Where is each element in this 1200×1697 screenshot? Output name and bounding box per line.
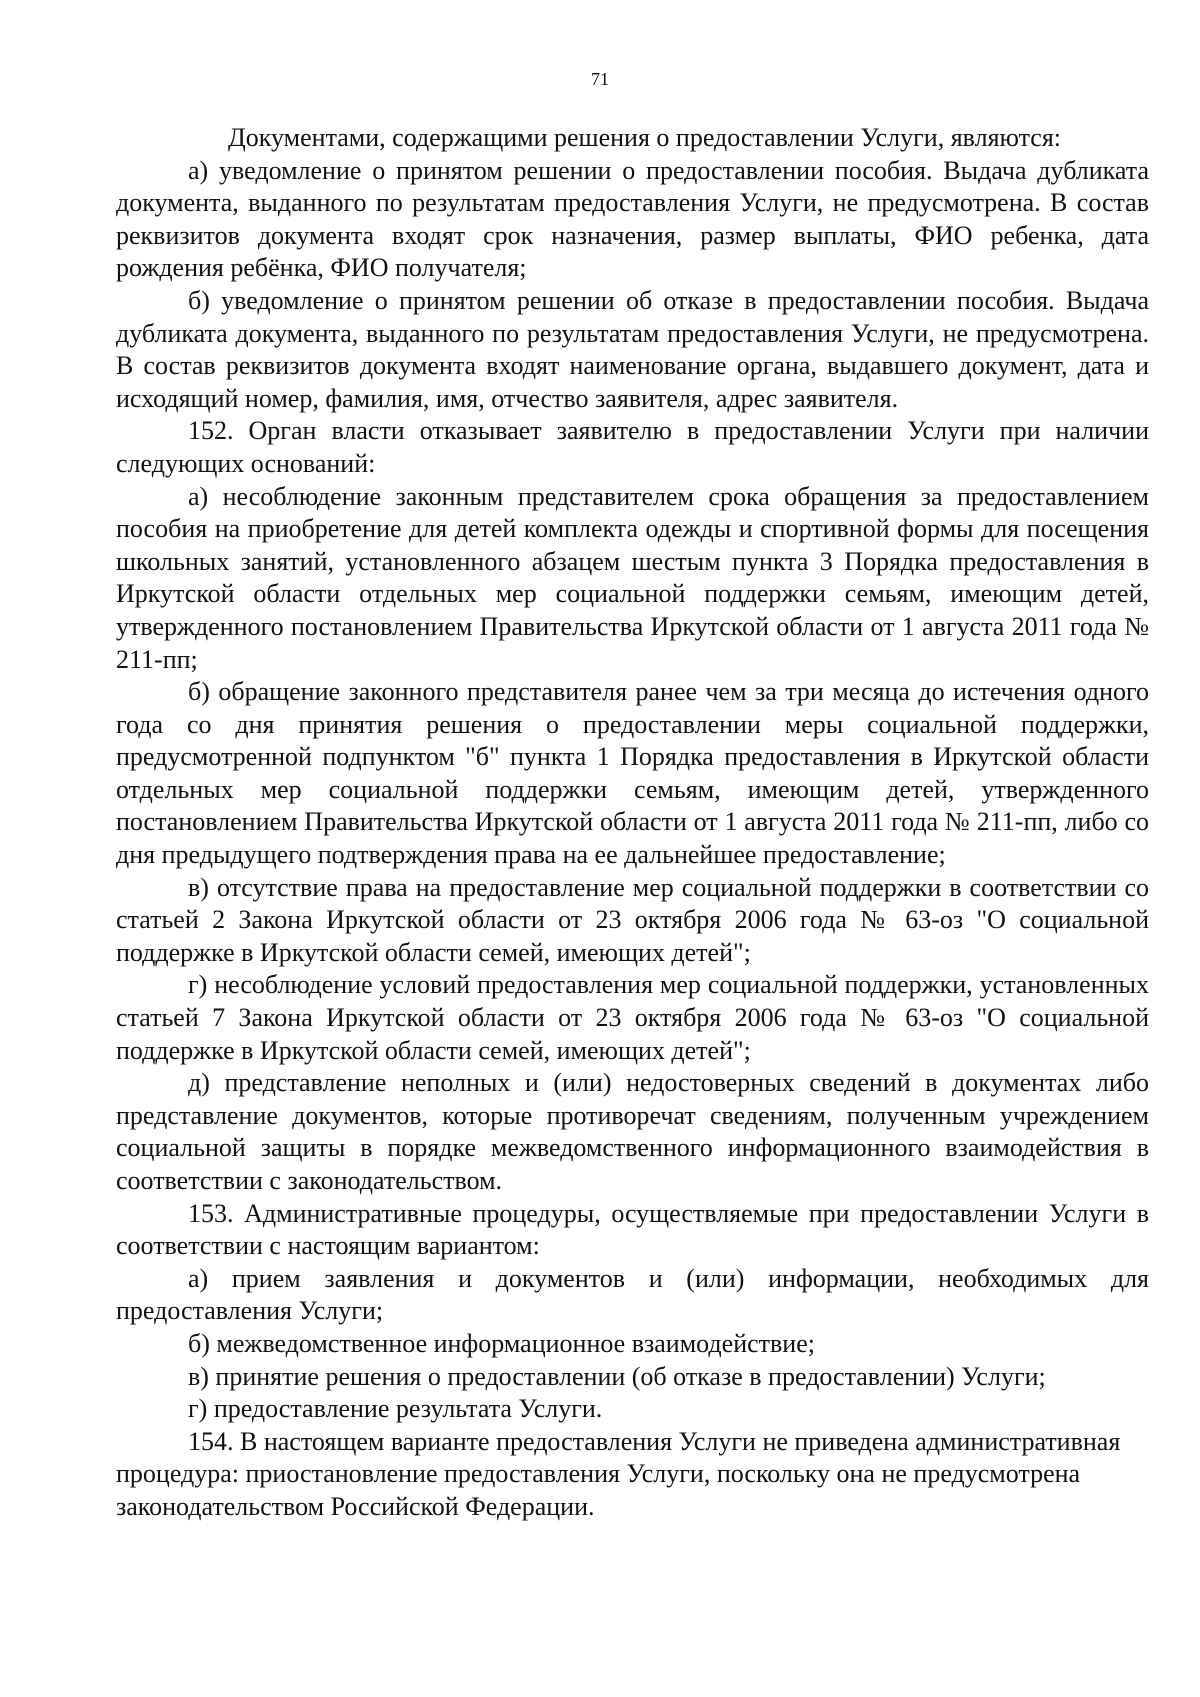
paragraph-152-item-d: д) представление неполных и (или) недостоверных сведений в документах либо представление документов, которые противоречат сведениям, полученным учреждением социальной защиты в порядке межведомственного информационного взаимодействия в соответствии с законодательством. [116,1068,1149,1195]
paragraph-152-item-b: б) обращение законного представителя ранее чем за три месяца до истечения одного года со дня принятия решения о предоставлении меры социальной поддержки, предусмотренной подпунктом "б" пункта 1 Порядка предоставления в Иркутской области отдельных мер социальной поддержки семьям, имеющим детей, утвержденного постановлением Правительства Иркутской области от 1 августа 2011 года № 211-пп, либо со дня предыдущего подтверждения права на ее дальнейшее предоставление; [116,677,1149,870]
paragraph-item-b-refusal-notice: б) уведомление о принятом решении об отказе в предоставлении пособия. Выдача дубликата документа, выданного по результатам предоставления Услуги, не предусмотрена. В состав реквизитов документа входят наименование органа, выдавшего документ, дата и исходящий номер, фамилия, имя, отчество заявителя, адрес заявителя. [116,285,1149,413]
paragraph-152-item-g: г) несоблюдение условий предоставления мер социальной поддержки, установленных статьей 7 Закона Иркутской области от 23 октября 2006 года № 63-оз "О социальной поддержке в Иркутской области семей, имеющих детей"; [116,970,1149,1065]
paragraph-152-item-v: в) отсутствие права на предоставление мер социальной поддержки в соответствии со статьей 2 Закона Иркутской области от 23 октября 2006 года № 63-оз "О социальной поддержке в Иркутской области семей, имеющих детей"; [116,872,1149,967]
page-number: 71 [591,69,609,89]
paragraph-153-item-v: в) принятие решения о предоставлении (об отказе в предоставлении) Услуги; [188,1361,1046,1391]
paragraph-section-152: 152. Орган власти отказывает заявителю в предоставлении Услуги при наличии следующих оснований: [116,416,1149,478]
paragraph-item-a-grant-notice: а) уведомление о принятом решении о предоставлении пособия. Выдача дубликата документа, выданного по результатам предоставления Услуги, не предусмотрена. В состав реквизитов документа входят срок назначения, размер выплаты, ФИО ребенка, дата рождения ребёнка, ФИО получателя; [116,155,1149,283]
paragraph-section-154: 154. В настоящем варианте предоставления Услуги не приведена административная процедура: приостановление предоставления Услуги, поскольку она не предусмотрена законодательством Российской Федерации. [116,1426,1121,1521]
paragraph-153-item-b: б) межведомственное информационное взаимодействие; [188,1328,815,1358]
paragraph-153-item-g: г) предоставление результата Услуги. [188,1394,603,1424]
document-body [116,122,1149,1524]
paragraph-153-item-a: а) прием заявления и документов и (или) информации, необходимых для предоставления Услуги; [116,1263,1149,1326]
paragraph-documents-intro: Документами, содержащими решения о предоставлении Услуги, являются: [228,123,1062,152]
paragraph-152-item-a: а) несоблюдение законным представителем срока обращения за предоставлением пособия на приобретение для детей комплекта одежды и спортивной формы для посещения школьных занятий, установленного абзацем шестым пункта 3 Порядка предоставления в Иркутской области отдельных мер социальной поддержки семьям, имеющим детей, утвержденного постановлением Правительства Иркутской области от 1 августа 2011 года № 211-пп; [116,481,1149,674]
paragraph-section-153: 153. Административные процедуры, осуществляемые при предоставлении Услуги в соответствии с настоящим вариантом: [116,1198,1149,1261]
